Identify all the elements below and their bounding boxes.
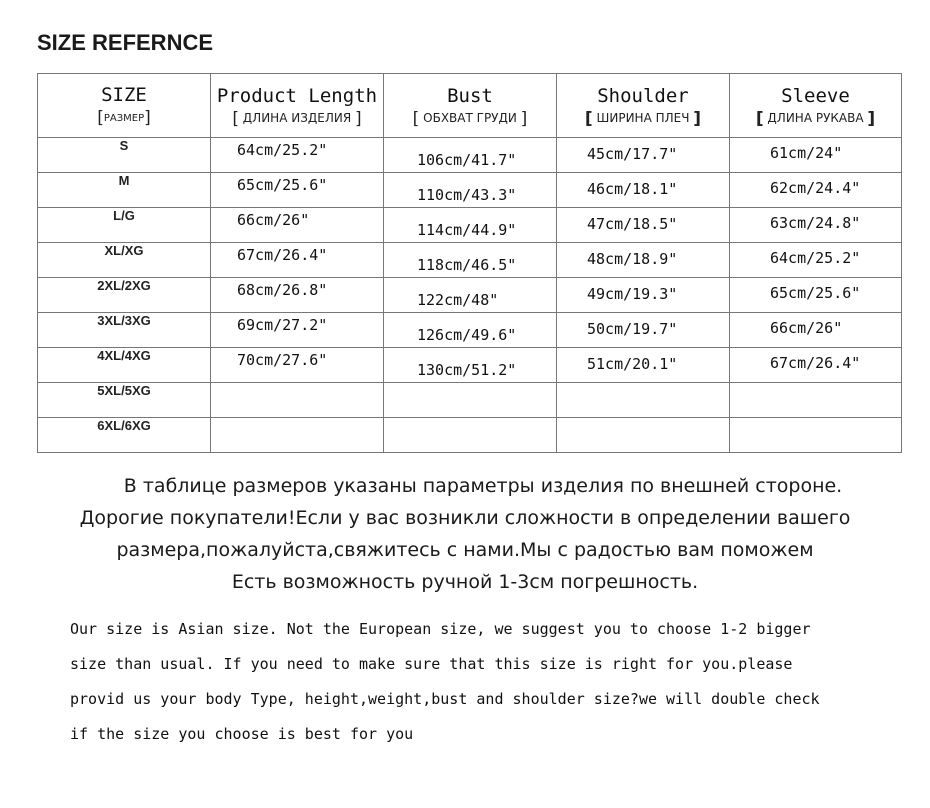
header-label-ru: ОБХВАТ ГРУДИ [423,110,517,125]
table-row [38,138,902,173]
size-cell: 2XL/2XG [38,278,211,313]
sleeve-value: 64cm/25.2" [770,249,861,267]
shoulder-value: 51cm/20.1" [587,355,678,373]
length-value: 64cm/25.2" [237,141,328,159]
sleeve-value: 66cm/26" [770,319,843,337]
length-value: 69cm/27.2" [237,316,328,334]
table-row [38,173,902,208]
length-value: 67cm/26.4" [237,246,328,264]
size-cell: S [38,138,211,173]
size-cell: 4XL/4XG [38,348,211,383]
length-value: 68cm/26.8" [237,281,328,299]
header-label-en: Product Length [216,84,378,107]
length-value: 66cm/26" [237,211,310,229]
english-note [70,612,920,752]
page-title: SIZE REFERNCE [37,30,214,55]
bust-value: 110cm/43.3" [417,186,517,204]
table-row [38,348,902,383]
bust-value: 126cm/49.6" [417,326,517,344]
header-label-en: Shoulder [597,84,689,107]
size-cell: XL/XG [38,243,211,278]
russian-note [0,470,930,598]
header-label-ru: ШИРИНА ПЛЕЧ [596,110,690,125]
table-header-row [38,74,902,138]
size-table [37,73,902,453]
english-note-line: if the size you choose is best for you [70,725,414,743]
russian-note-line: Дорогие покупатели!Если у вас возникли сложности в определении вашего [79,507,851,529]
table-row [38,313,902,348]
header-label-ru: РАЗМЕР [103,113,145,124]
shoulder-value: 49cm/19.3" [587,285,678,303]
english-note-line: size than usual. If you need to make sure that this size is right for you.please [70,655,793,673]
english-note-line: Our size is Asian size. Not the European size, we suggest you to choose 1-2 bigger [70,620,811,638]
shoulder-value: 47cm/18.5" [587,215,678,233]
header-sleeve: Sleeve [ ДЛИНА РУКАВА ] [730,74,902,138]
sleeve-value: 61cm/24" [770,144,843,162]
size-cell: L/G [38,208,211,243]
bust-value: 122cm/48" [417,291,499,309]
shoulder-value: 50cm/19.7" [587,320,678,338]
shoulder-value: 45cm/17.7" [587,145,678,163]
length-value: 65cm/25.6" [237,176,328,194]
russian-note-line: Есть возможность ручной 1-3см погрешность. [231,571,699,593]
table-row [38,243,902,278]
length-value: 70cm/27.6" [237,351,328,369]
shoulder-value: 48cm/18.9" [587,250,678,268]
header-label-en: SIZE [101,84,147,106]
size-cell: 5XL/5XG [38,383,211,418]
english-note-line: provid us your body Type, height,weight,bust and shoulder size?we will double check [70,690,820,708]
sleeve-value: 67cm/26.4" [770,354,861,372]
table-row [38,278,902,313]
header-label-en: Bust [447,84,493,107]
size-cell: M [38,173,211,208]
russian-note-line: В таблице размеров указаны параметры изделия по внешней стороне. [123,475,843,497]
table-row [38,418,902,453]
header-label-en: Sleeve [781,84,850,107]
sleeve-value: 65cm/25.6" [770,284,861,302]
header-size: SIZE [РАЗМЕР] [38,74,211,138]
header-product-length: Product Length [ ДЛИНА ИЗДЕЛИЯ ] [211,74,384,138]
header-bust: Bust [ ОБХВАТ ГРУДИ ] [384,74,557,138]
shoulder-value: 46cm/18.1" [587,180,678,198]
sleeve-value: 62cm/24.4" [770,179,861,197]
bust-value: 130cm/51.2" [417,361,517,379]
header-label-ru: ДЛИНА РУКАВА [767,110,864,125]
header-shoulder: Shoulder [ ШИРИНА ПЛЕЧ ] [557,74,730,138]
table-row [38,208,902,243]
size-cell: 6XL/6XG [38,418,211,453]
bust-value: 118cm/46.5" [417,256,517,274]
russian-note-line: размера,пожалуйста,свяжитесь с нами.Мы с радостью вам поможем [116,539,814,561]
size-cell: 3XL/3XG [38,313,211,348]
table-row [38,383,902,418]
header-label-ru: ДЛИНА ИЗДЕЛИЯ [242,110,352,125]
bust-value: 106cm/41.7" [417,151,517,169]
sleeve-value: 63cm/24.8" [770,214,861,232]
bust-value: 114cm/44.9" [417,221,517,239]
